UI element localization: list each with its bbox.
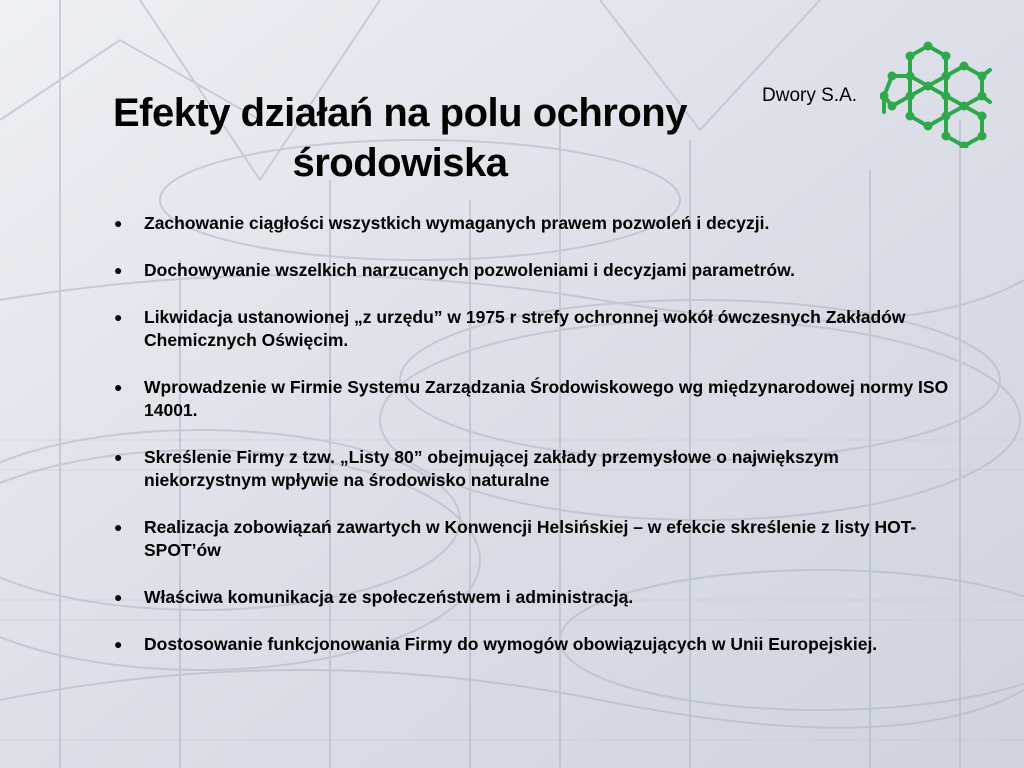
list-item [110, 306, 950, 352]
bullet-dot-icon: ● [114, 519, 123, 535]
list-item [110, 212, 950, 235]
list-item [110, 259, 950, 282]
molecule-hexagon-logo-icon [880, 38, 992, 148]
bullet-dot-icon: ● [114, 636, 123, 652]
list-item-text: Dostosowanie funkcjonowania Firmy do wymogów obowiązujących w Unii Europejskiej. [144, 634, 878, 654]
bullet-dot-icon: ● [114, 589, 123, 605]
list-item [110, 376, 950, 422]
bullet-dot-icon: ● [114, 215, 123, 231]
list-item-text: Właściwa komunikacja ze społeczeństwem i administracją. [144, 587, 634, 607]
list-item-text: Wprowadzenie w Firmie Systemu Zarządzania Środowiskowego wg międzynarodowej normy ISO 14001. [144, 377, 949, 420]
list-item [110, 446, 950, 492]
list-item [110, 633, 950, 656]
list-item-text: Dochowywanie wszelkich narzucanych pozwoleniami i decyzjami parametrów. [144, 260, 795, 280]
bullet-dot-icon: ● [114, 449, 123, 465]
list-item-text: Zachowanie ciągłości wszystkich wymaganych prawem pozwoleń i decyzji. [144, 213, 770, 233]
slide-title [0, 88, 800, 188]
slide-title-line-1: Efekty działań na polu ochrony [113, 91, 687, 135]
list-item-text: Likwidacja ustanowionej „z urzędu” w 1975 r strefy ochronnej wokół ówczesnych Zakładów Chemicznych Oświęcim. [144, 307, 906, 350]
bullet-dot-icon: ● [114, 262, 123, 278]
list-item-text: Skreślenie Firmy z tzw. „Listy 80” obejmującej zakłady przemysłowe o największym niekorzystnym wpływie na środowisko naturalne [144, 447, 839, 490]
bullet-dot-icon: ● [114, 309, 123, 325]
list-item-text: Realizacja zobowiązań zawartych w Konwencji Helsińskiej – w efekcie skreślenie z listy HOT-SPOT’ów [144, 517, 917, 560]
bullet-dot-icon: ● [114, 379, 123, 395]
list-item [110, 516, 950, 562]
slide-title-line-2: środowiska [292, 141, 508, 185]
bullet-list [110, 212, 950, 680]
company-name: Dwory S.A. [762, 85, 858, 106]
list-item [110, 586, 950, 609]
